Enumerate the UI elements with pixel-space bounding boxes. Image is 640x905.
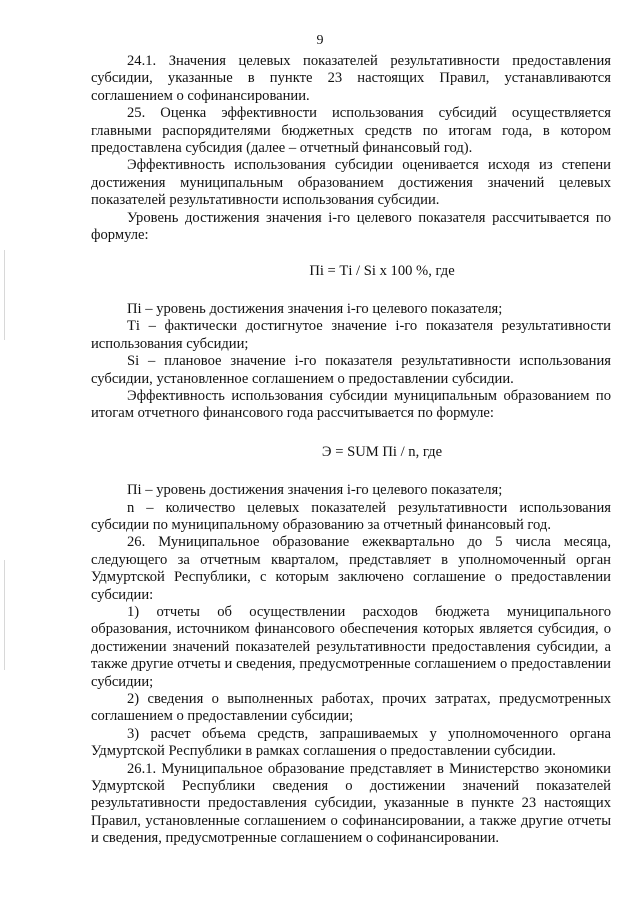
paragraph-efficiency-formula-intro: Эффективность использования субсидии муниципальным образованием по итогам отчетного финансового года рассчитывается по формуле: [91, 387, 611, 422]
paragraph-26: 26. Муниципальное образование ежеквартально до 5 числа месяца, следующего за отчетным кварталом, представляет в уполномоченный орган Удмуртской Республики, с которым заключено соглашение о предоставлении субсидии: [91, 534, 611, 603]
definition-pi: Пi – уровень достижения значения i-го целевого показателя; [127, 300, 503, 317]
scan-edge-mark [4, 250, 5, 340]
paragraph-26-item-3: 3) расчет объема средств, запрашиваемых у уполномоченного органа Удмуртской Республики в рамках соглашения о предоставлении субсидии. [91, 725, 611, 760]
definition-ti: Тi – фактически достигнутое значение i-го показателя результативности использования субсидии; [91, 318, 611, 352]
document-body [91, 53, 611, 848]
definition-pi-2: Пi – уровень достижения значения i-го целевого показателя; [127, 482, 503, 499]
formula-achievement-level: Пi = Тi / Si х 100 %, где [309, 263, 455, 280]
paragraph-24-1: 24.1. Значения целевых показателей результативности предоставления субсидии, указанные в пункте 23 настоящих Правил, устанавливаются соглашением о софинансировании. [91, 53, 611, 104]
page-number: 9 [316, 33, 324, 48]
definition-n: n – количество целевых показателей результативности использования субсидии по муниципальному образованию за отчетный финансовый год. [91, 499, 611, 533]
paragraph-efficiency-assessment: Эффективность использования субсидии оценивается исходя из степени достижения муниципальным образованием достижения значений целевых показателей результативности использования субсидии. [91, 157, 611, 209]
paragraph-25: 25. Оценка эффективности использования субсидий осуществляется главными распорядителями бюджетных средств по итогам года, в котором предоставлена субсидия (далее – отчетный финансовый год). [91, 105, 611, 157]
paragraph-achievement-level: Уровень достижения значения i-го целевого показателя рассчитывается по формуле: [91, 209, 611, 244]
paragraph-26-1: 26.1. Муниципальное образование представляет в Министерство экономики Удмуртской Республики сведения о достижении значений показателей результативности предоставления субсидии, указанные в пункте 23 настоящих Правил, установленные соглашением о софинансировании, а также другие отчеты и сведения, предусмотренные соглашением о софинансировании. [91, 760, 611, 847]
paragraph-26-item-2: 2) сведения о выполненных работах, прочих затратах, предусмотренных соглашением о предоставлении субсидии; [91, 691, 611, 725]
formula-efficiency: Э = SUM Пi / n, где [321, 443, 443, 460]
definition-si: Si – плановое значение i-го показателя результативности использования субсидии, установленное соглашением о предоставлении субсидии. [91, 353, 611, 387]
paragraph-26-item-1: 1) отчеты об осуществлении расходов бюджета муниципального образования, источником финансового обеспечения которых является субсидия, о достижении значений показателей результативности предоставления субсидии, а также другие отчеты и сведения, предусмотренные соглашением о предоставлении субсидии; [91, 603, 611, 690]
scan-edge-mark [4, 560, 5, 670]
